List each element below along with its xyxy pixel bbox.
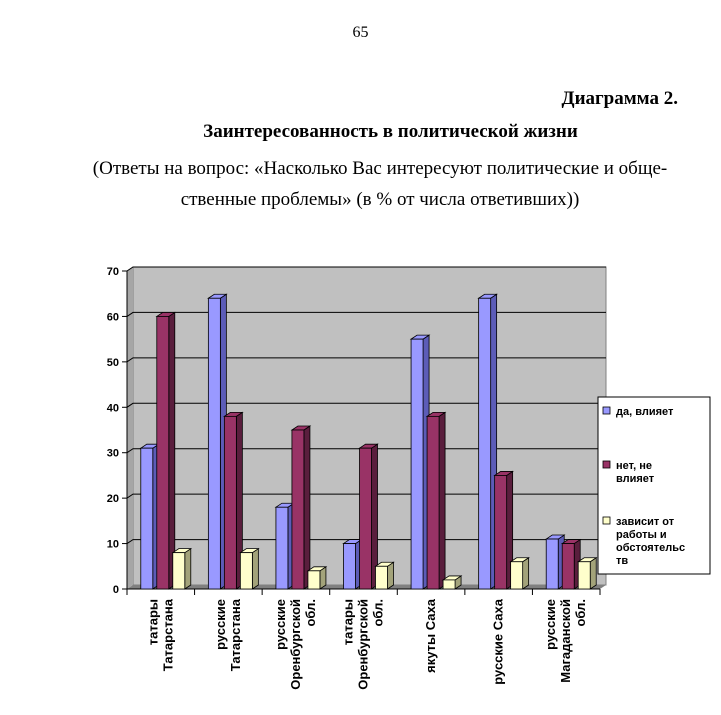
bar [141, 448, 153, 589]
chart-subtitle-line2: ственные проблемы» (в % от числа ответивших)) [180, 189, 580, 210]
chart-title: Заинтересованность в политической жизни [203, 121, 578, 142]
page-number: 65 [352, 24, 369, 41]
bar [344, 544, 356, 589]
y-tick-label: 20 [106, 493, 119, 506]
y-tick-label: 60 [106, 311, 119, 324]
bar [511, 562, 523, 589]
y-tick-label: 40 [106, 402, 119, 415]
x-tick-label: татары [145, 599, 161, 646]
bar-side [252, 549, 258, 589]
y-tick-label: 0 [112, 584, 119, 596]
x-tick-label: русские [543, 599, 559, 650]
bar [427, 416, 439, 589]
x-tick-label: Магаданской [558, 599, 574, 683]
legend-label: влияет [616, 473, 655, 485]
bar-side [169, 312, 175, 589]
x-tick-label: русские Саха [490, 599, 506, 685]
bar-side [388, 562, 394, 589]
x-tick-label: русские [272, 599, 288, 650]
bar [360, 448, 372, 589]
chart-subtitle-line1: (Ответы на вопрос: «Насколько Вас интересуют политические и обще- [92, 158, 668, 179]
x-tick-label: обл. [573, 599, 589, 627]
legend-label: зависит от [616, 516, 675, 528]
bar [411, 339, 423, 589]
legend-label: тв [616, 555, 629, 567]
bar [173, 553, 185, 589]
bar [157, 316, 169, 589]
bar-side [590, 558, 596, 589]
x-tick-label: обл. [370, 599, 386, 627]
bar [562, 544, 574, 589]
legend-swatch [603, 461, 610, 468]
x-tick-label: Оренбургской [355, 599, 371, 690]
bar [308, 571, 320, 589]
x-tick-label: обл. [302, 599, 318, 627]
x-tick-label: русские [212, 599, 228, 650]
bar [546, 539, 558, 589]
bar-side [185, 549, 191, 589]
y-tick-label: 10 [106, 538, 119, 551]
bar-side [439, 412, 445, 589]
legend-label: обстоятельс [616, 542, 686, 554]
y-tick-label: 70 [106, 266, 119, 278]
bar [276, 507, 288, 589]
legend-label: да, влияет [616, 406, 674, 418]
bar [376, 566, 388, 589]
bar [495, 475, 507, 589]
bar [578, 562, 590, 589]
y-tick-label: 30 [106, 447, 119, 460]
x-tick-label: Татарстана [160, 599, 176, 672]
bar [240, 553, 252, 589]
bar [443, 580, 455, 589]
diagram-label: Диаграмма 2. [561, 88, 678, 109]
x-tick-label: якуты Саха [423, 599, 439, 673]
legend-swatch [603, 407, 610, 414]
bar [208, 298, 220, 589]
bar-side [304, 426, 310, 589]
bar [224, 416, 236, 589]
legend-label: нет, не [616, 460, 653, 472]
x-tick-label: Оренбургской [287, 599, 303, 690]
bar [292, 430, 304, 589]
legend-label: работы и [616, 529, 667, 541]
x-tick-label: татары [340, 599, 356, 646]
bar-side [523, 558, 529, 589]
x-tick-label: Татарстана [227, 599, 243, 672]
y-tick-label: 50 [106, 356, 119, 369]
legend-swatch [603, 517, 610, 524]
bar [479, 298, 491, 589]
